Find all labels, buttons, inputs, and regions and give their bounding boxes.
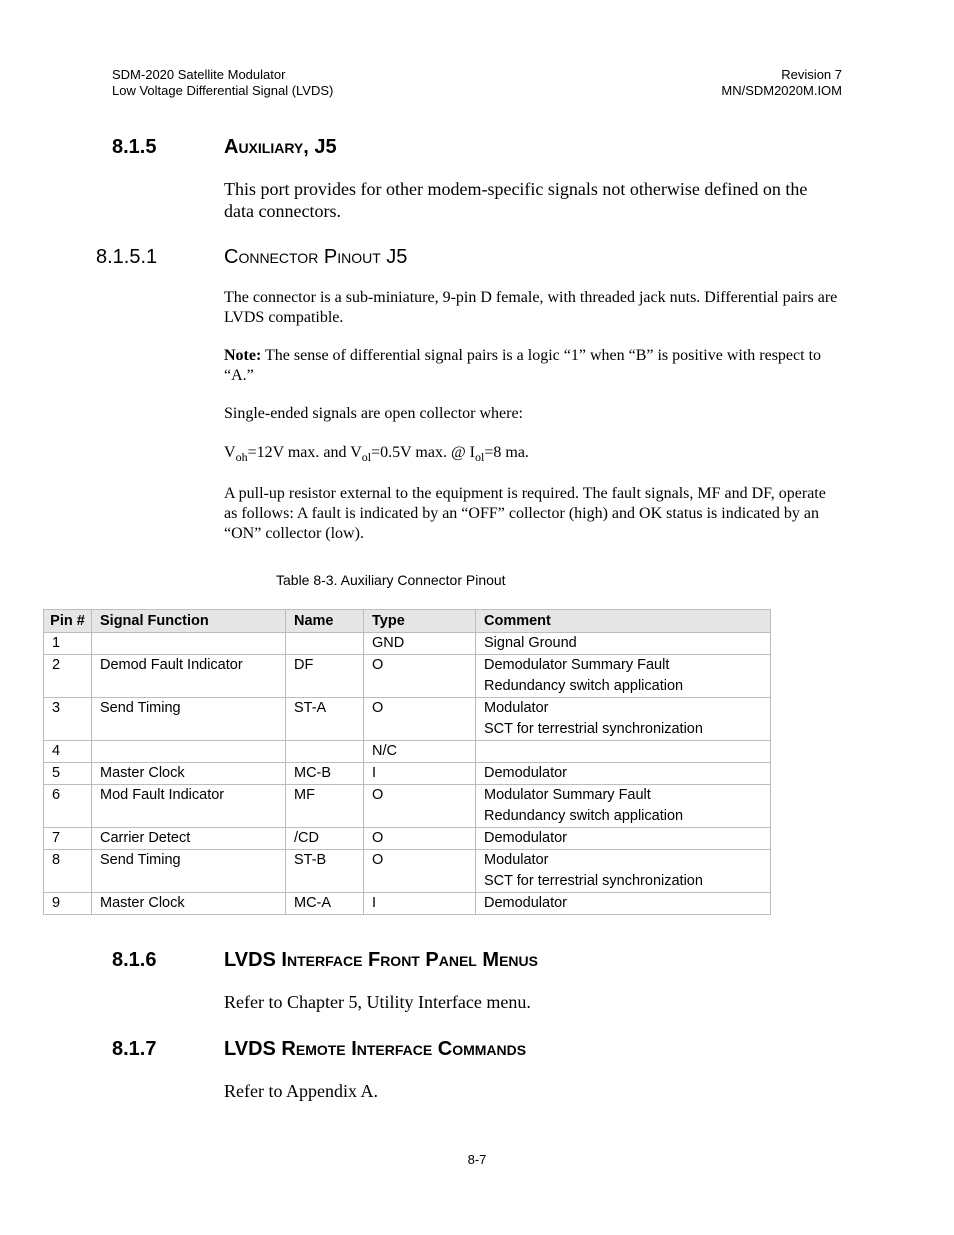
section-number-8-1-5-1: 8.1.5.1 <box>96 246 158 268</box>
cell-name: MC-A <box>286 893 364 915</box>
note-label: Note: <box>224 347 262 364</box>
section-title-auxiliary: Auxiliary, J5 <box>224 136 337 158</box>
cell-pin: 6 <box>44 785 92 828</box>
cell-name: ST-A <box>286 698 364 741</box>
cell-type: GND <box>364 633 476 655</box>
table-row <box>44 741 771 763</box>
cell-pin: 2 <box>44 655 92 698</box>
cell-signal: Carrier Detect <box>92 828 286 850</box>
pinout-table <box>43 609 771 915</box>
cell-pin: 3 <box>44 698 92 741</box>
header-product: SDM-2020 Satellite Modulator <box>112 67 286 82</box>
cell-pin: 9 <box>44 893 92 915</box>
pull-up-paragraph: A pull-up resistor external to the equipment is required. The fault signals, MF and DF, operate as follows: A fault is indicated by an “OFF” collector (high) and OK status is indicated by an “ON” collector (low). <box>224 485 826 542</box>
cell-signal: Master Clock <box>92 763 286 785</box>
section-8-1-7-paragraph: Refer to Appendix A. <box>224 1081 378 1101</box>
table-row <box>44 698 771 741</box>
cell-comment <box>476 633 771 655</box>
table-row <box>44 850 771 893</box>
cell-pin: 7 <box>44 828 92 850</box>
connector-description-paragraph: The connector is a sub-miniature, 9-pin D female, with threaded jack nuts. Differential pairs are LVDS compatible. <box>224 289 838 326</box>
cell-name: MC-B <box>286 763 364 785</box>
table-header-row <box>44 610 771 633</box>
cell-comment <box>476 655 771 698</box>
comment-line: Modulator <box>484 700 549 716</box>
comment-line-2: SCT for terrestrial synchronization <box>484 873 703 889</box>
comment-line: Demodulator <box>484 830 568 846</box>
header-chapter: Low Voltage Differential Signal (LVDS) <box>112 83 334 98</box>
table-row <box>44 828 771 850</box>
running-header-right <box>721 67 842 99</box>
table-row <box>44 655 771 698</box>
cell-pin: 5 <box>44 763 92 785</box>
voltage-formula <box>224 443 839 463</box>
cell-name <box>286 741 364 763</box>
cell-comment <box>476 850 771 893</box>
page-number: 8-7 <box>467 1152 487 1167</box>
header-comment: Comment <box>476 610 771 633</box>
comment-line: Demodulator Summary Fault <box>484 657 670 673</box>
cell-name: ST-B <box>286 850 364 893</box>
header-signal-function: Signal Function <box>92 610 286 633</box>
cell-signal <box>92 633 286 655</box>
comment-line-2: SCT for terrestrial synchronization <box>484 721 703 737</box>
cell-signal <box>92 741 286 763</box>
table-row <box>44 763 771 785</box>
single-ended-paragraph: Single-ended signals are open collector where: <box>224 405 523 422</box>
comment-line-2: Redundancy switch application <box>484 808 684 824</box>
cell-comment <box>476 763 771 785</box>
running-header-left <box>112 67 333 99</box>
table-caption: Table 8-3. Auxiliary Connector Pinout <box>276 572 506 588</box>
comment-line-2: Redundancy switch application <box>484 678 684 694</box>
cell-pin: 4 <box>44 741 92 763</box>
note-text: The sense of differential signal pairs is a logic “1” when “B” is positive with respect to “A.” <box>224 347 822 384</box>
comment-line: Modulator <box>484 852 549 868</box>
table-row <box>44 785 771 828</box>
cell-type: O <box>364 655 476 698</box>
header-revision: Revision 7 <box>781 67 842 82</box>
cell-type: O <box>364 785 476 828</box>
cell-type: O <box>364 850 476 893</box>
cell-name: MF <box>286 785 364 828</box>
cell-name: /CD <box>286 828 364 850</box>
section-number-8-1-7: 8.1.7 <box>112 1038 157 1060</box>
cell-comment <box>476 785 771 828</box>
section-number-8-1-5: 8.1.5 <box>112 136 157 158</box>
cell-type: N/C <box>364 741 476 763</box>
cell-signal: Send Timing <box>92 850 286 893</box>
table-row <box>44 893 771 915</box>
header-name: Name <box>286 610 364 633</box>
cell-signal: Master Clock <box>92 893 286 915</box>
section-title-front-panel-menus: LVDS Interface Front Panel Menus <box>224 949 538 971</box>
formula-v-oh: V <box>224 444 236 461</box>
formula-text-1: =12V max. and V <box>247 444 362 461</box>
formula-sub-oh: oh <box>235 450 248 464</box>
cell-type: O <box>364 828 476 850</box>
comment-line: Modulator Summary Fault <box>484 787 651 803</box>
cell-name <box>286 633 364 655</box>
formula-text-3: =8 ma. <box>484 444 529 461</box>
cell-signal: Demod Fault Indicator <box>92 655 286 698</box>
cell-type: O <box>364 698 476 741</box>
comment-line: Demodulator <box>484 765 568 781</box>
cell-type: I <box>364 893 476 915</box>
section-title-remote-commands: LVDS Remote Interface Commands <box>224 1038 527 1060</box>
formula-sub-iol: ol <box>475 450 485 464</box>
cell-pin: 8 <box>44 850 92 893</box>
cell-signal: Send Timing <box>92 698 286 741</box>
table-row <box>44 633 771 655</box>
section-number-8-1-6: 8.1.6 <box>112 949 157 971</box>
formula-sub-ol: ol <box>361 450 372 464</box>
cell-type: I <box>364 763 476 785</box>
cell-signal: Mod Fault Indicator <box>92 785 286 828</box>
section-8-1-6-paragraph: Refer to Chapter 5, Utility Interface menu. <box>224 992 531 1012</box>
note-paragraph <box>224 346 839 386</box>
section-title-connector-pinout: Connector Pinout J5 <box>224 246 408 268</box>
cell-name: DF <box>286 655 364 698</box>
comment-line: Signal Ground <box>484 635 577 651</box>
header-type: Type <box>364 610 476 633</box>
cell-comment <box>476 893 771 915</box>
cell-comment <box>476 828 771 850</box>
cell-pin: 1 <box>44 633 92 655</box>
section-8-1-5-paragraph: This port provides for other modem-specific signals not otherwise defined on the data connectors. <box>224 179 808 221</box>
formula-text-2: =0.5V max. @ I <box>371 444 476 461</box>
cell-comment <box>476 741 771 763</box>
header-pin: Pin # <box>44 610 92 633</box>
comment-line: Demodulator <box>484 895 568 911</box>
header-doc-id: MN/SDM2020M.IOM <box>721 83 842 98</box>
cell-comment <box>476 698 771 741</box>
